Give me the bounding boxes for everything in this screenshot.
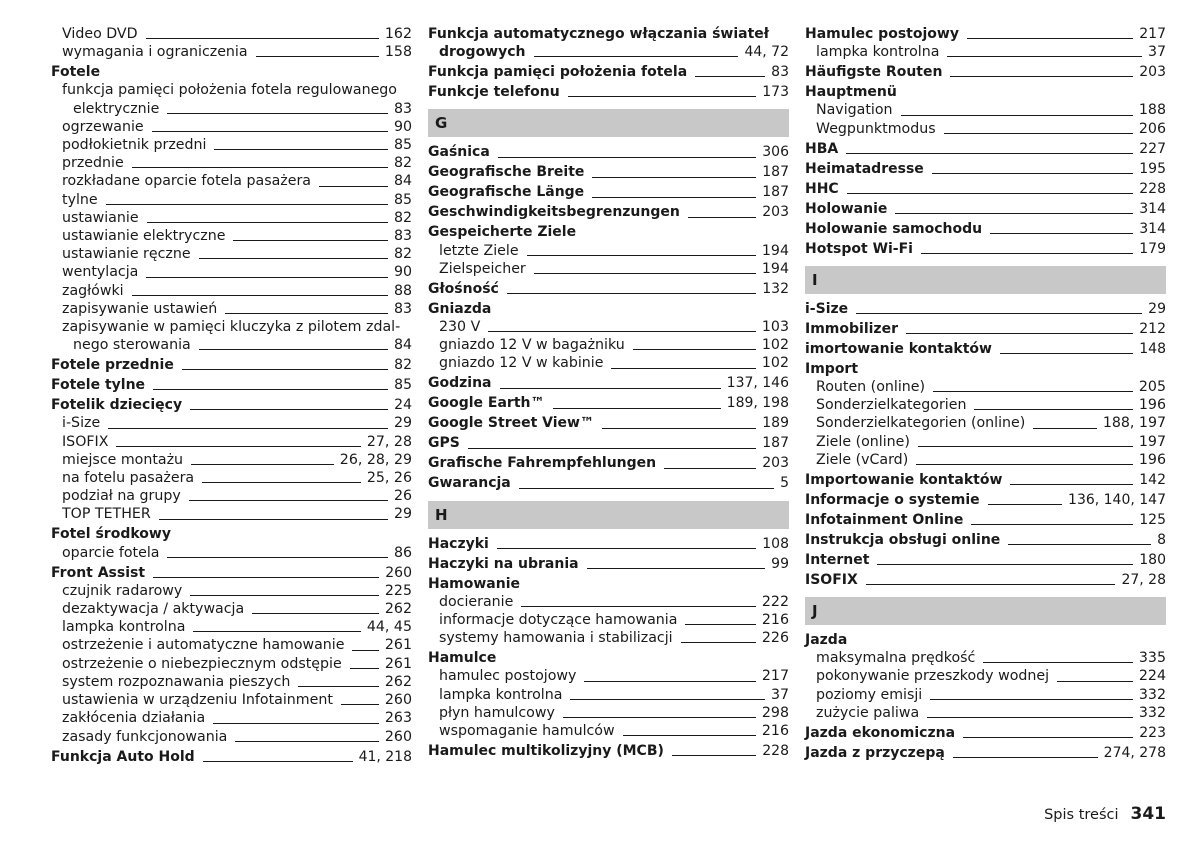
index-entry-line: Funkcja automatycznego włączania świateł	[428, 26, 769, 42]
index-heading: Jazda	[805, 632, 848, 649]
index-entry: ustawienia w urządzeniu Infotainment 260	[62, 692, 412, 709]
index-entry-main: Jazda z przyczepą 274, 278	[805, 744, 1166, 761]
section-letter-i: I	[805, 266, 1166, 294]
index-heading: Fotele	[51, 64, 101, 81]
index-entry-main: Gwarancja 5	[428, 475, 789, 492]
index-entry: i-Size 29	[62, 415, 412, 432]
index-entry-main: Haczyki 108	[428, 535, 789, 552]
index-entry: oparcie fotela 86	[62, 544, 412, 561]
index-entry: dezaktywacja / aktywacja 262	[62, 601, 412, 618]
index-entry: gniazdo 12 V w kabinie 102	[439, 355, 789, 372]
index-entry: przednie 82	[62, 155, 412, 172]
index-entry-main: Haczyki na ubrania 99	[428, 555, 789, 572]
index-entry-main: Hamulec postojowy 217	[805, 26, 1166, 42]
section-letter-j: J	[805, 597, 1166, 625]
index-entry: ustawianie ręczne 82	[62, 246, 412, 263]
index-entry: zużycie paliwa 332	[816, 704, 1166, 721]
index-entry: poziomy emisji 332	[816, 686, 1166, 703]
index-entry: wymagania i ograniczenia 158	[62, 44, 412, 61]
index-entry: maksymalna prędkość 335	[816, 650, 1166, 667]
index-entry: Video DVD 162	[62, 26, 412, 42]
index-heading: Fotel środkowy	[51, 526, 171, 543]
index-entry: podział na grupy 26	[62, 488, 412, 505]
index-entry-main: i-Size 29	[805, 300, 1166, 317]
index-entry: zagłówki 88	[62, 282, 412, 299]
index-entry: hamulec postojowy 217	[439, 668, 789, 685]
index-entry: podłokietnik przedni 85	[62, 137, 412, 154]
index-entry-main: Fotelik dziecięcy 24	[51, 397, 412, 414]
index-entry-main: Google Street View™ 189	[428, 415, 789, 432]
index-entry: Ziele (vCard) 196	[816, 451, 1166, 468]
index-entry-main: Godzina 137, 146	[428, 375, 789, 392]
index-entry-main: imortowanie kontaktów 148	[805, 340, 1166, 357]
index-entry: ustawianie 82	[62, 209, 412, 226]
index-entry-main: GPS 187	[428, 435, 789, 452]
index-entry: 230 V 103	[439, 319, 789, 336]
page-footer	[1044, 804, 1166, 824]
index-entry: zasady funkcjonowania 260	[62, 728, 412, 745]
index-column-3	[805, 25, 1166, 762]
index-heading: Gniazda	[428, 300, 492, 317]
index-entry: ostrzeżenie i automatyczne hamowanie 261	[62, 637, 412, 654]
index-entry-main: Häufigste Routen 203	[805, 64, 1166, 81]
index-entry-main: Importowanie kontaktów 142	[805, 471, 1166, 488]
index-heading: Hamulce	[428, 650, 497, 667]
index-heading: Gespeicherte Ziele	[428, 224, 577, 241]
section-letter-g: G	[428, 109, 789, 137]
index-entry-line: zapisywanie w pamięci kluczyka z pilotem zdal-	[62, 319, 401, 336]
index-entry: Routen (online) 205	[816, 379, 1166, 396]
index-entry-main: Holowanie 314	[805, 200, 1166, 217]
index-entry: TOP TETHER 29	[62, 506, 412, 523]
index-entry: nego sterowania 84	[73, 337, 412, 354]
index-entry: zakłócenia działania 263	[62, 710, 412, 727]
index-entry-main: ISOFIX 27, 28	[805, 571, 1166, 588]
index-entry: wspomaganie hamulców 216	[439, 723, 789, 740]
index-entry-main: Grafische Fahrempfehlungen 203	[428, 455, 789, 472]
index-column-2	[428, 25, 789, 760]
index-entry-main: Geografische Breite 187	[428, 164, 789, 181]
index-entry-main: HHC 228	[805, 180, 1166, 197]
index-entry-main: Hotspot Wi-Fi 179	[805, 240, 1166, 257]
index-entry-main: Holowanie samochodu 314	[805, 220, 1166, 237]
index-entry-main: Fotele tylne 85	[51, 377, 412, 394]
index-entry: czujnik radarowy 225	[62, 582, 412, 599]
index-entry: tylne 85	[62, 191, 412, 208]
index-entry: zapisywanie ustawień 83	[62, 300, 412, 317]
index-entry: Ziele (online) 197	[816, 433, 1166, 450]
index-entry-main: Gaśnica 306	[428, 144, 789, 161]
index-entry-main: Głośność 132	[428, 280, 789, 297]
index-entry: ustawianie elektryczne 83	[62, 228, 412, 245]
index-heading: Import	[805, 360, 859, 377]
index-entry-main: Heimatadresse 195	[805, 160, 1166, 177]
index-entry: na fotelu pasażera 25, 26	[62, 470, 412, 487]
index-entry: ostrzeżenie o niebezpiecznym odstępie 261	[62, 655, 412, 672]
index-entry: system rozpoznawania pieszych 262	[62, 673, 412, 690]
index-heading: Hamowanie	[428, 575, 521, 592]
index-entry: Wegpunktmodus 206	[816, 120, 1166, 137]
page-number: 341	[1130, 804, 1166, 824]
index-entry: płyn hamulcowy 298	[439, 704, 789, 721]
index-entry: ogrzewanie 90	[62, 118, 412, 135]
index-entry: Navigation 188	[816, 102, 1166, 119]
index-entry: Zielspeicher 194	[439, 260, 789, 277]
index-entry: rozkładane oparcie fotela pasażera 84	[62, 173, 412, 190]
index-entry-main: HBA 227	[805, 140, 1166, 157]
index-column-1	[51, 25, 412, 766]
index-entry: letzte Ziele 194	[439, 242, 789, 259]
index-entry-main: Geschwindigkeitsbegrenzungen 203	[428, 204, 789, 221]
index-entry: informacje dotyczące hamowania 216	[439, 612, 789, 629]
footer-label: Spis treści	[1044, 807, 1119, 823]
index-entry: lampka kontrolna 37	[439, 686, 789, 703]
index-entry: lampka kontrolna 44, 45	[62, 619, 412, 636]
index-entry: elektrycznie 83	[73, 100, 412, 117]
index-entry-line: funkcja pamięci położenia fotela regulowanego	[62, 82, 397, 99]
index-entry: Sonderzielkategorien 196	[816, 397, 1166, 414]
index-entry: systemy hamowania i stabilizacji 226	[439, 630, 789, 647]
index-entry-main: Front Assist 260	[51, 564, 412, 581]
index-entry-main: Instrukcja obsługi online 8	[805, 531, 1166, 548]
index-entry-main: Fotele przednie 82	[51, 357, 412, 374]
index-entry: pokonywanie przeszkody wodnej 224	[816, 668, 1166, 685]
index-entry-main: Internet 180	[805, 551, 1166, 568]
index-entry: wentylacja 90	[62, 264, 412, 281]
index-entry: ISOFIX 27, 28	[62, 433, 412, 450]
index-entry-main: Funkcje telefonu 173	[428, 84, 789, 101]
index-entry-main: Informacje o systemie 136, 140, 147	[805, 491, 1166, 508]
index-entry-main: Funkcja pamięci położenia fotela 83	[428, 64, 789, 81]
index-entry: lampka kontrolna 37	[816, 44, 1166, 61]
index-heading: Hauptmenü	[805, 84, 897, 101]
index-entry: miejsce montażu 26, 28, 29	[62, 451, 412, 468]
index-entry-main: drogowych 44, 72	[439, 44, 789, 61]
index-entry-main: Immobilizer 212	[805, 320, 1166, 337]
index-entry-main: Funkcja Auto Hold 41, 218	[51, 748, 412, 765]
index-entry-main: Jazda ekonomiczna 223	[805, 724, 1166, 741]
index-entry: Sonderzielkategorien (online) 188, 197	[816, 415, 1166, 432]
index-entry-main: Geografische Länge 187	[428, 184, 789, 201]
section-letter-h: H	[428, 501, 789, 529]
index-entry: gniazdo 12 V w bagażniku 102	[439, 337, 789, 354]
index-entry-main: Google Earth™ 189, 198	[428, 395, 789, 412]
index-entry-main: Infotainment Online 125	[805, 511, 1166, 528]
index-entry-main: Hamulec multikolizyjny (MCB) 228	[428, 743, 789, 760]
index-entry: docieranie 222	[439, 593, 789, 610]
